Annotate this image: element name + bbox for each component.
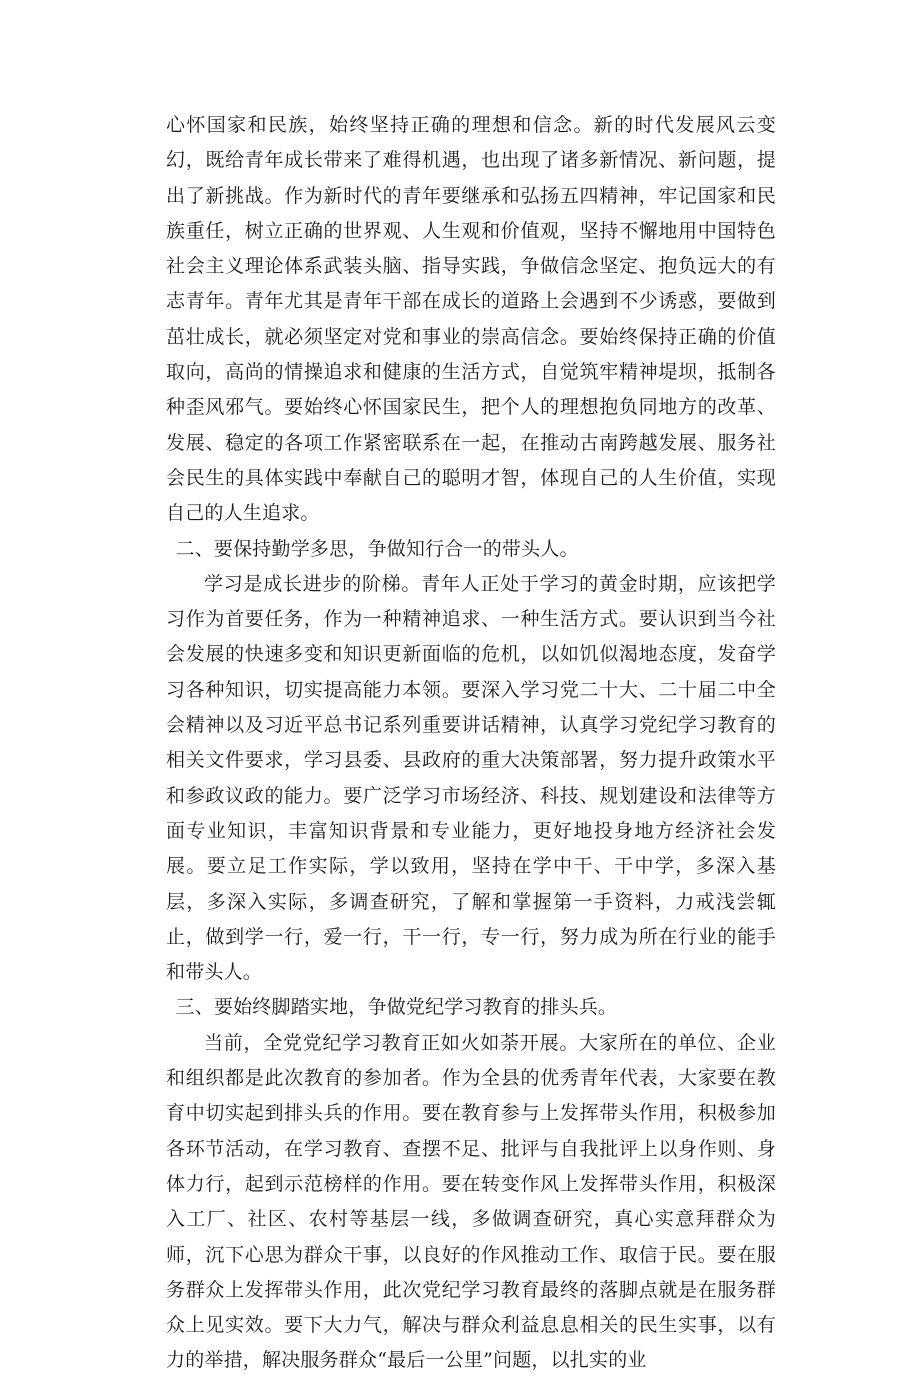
paragraph-continuation: 心怀国家和民族，始终坚持正确的理想和信念。新的时代发展风云变幻，既给青年成长带来了难得机遇，也出现了诸多新情况、新问题，提出了新挑战。作为新时代的青年要继承和弘扬五四精神，牢记国家和民族重任，树立正确的世界观、人生观和价值观，坚持不懈地用中国特色社会主义理论体系武装头脑、指导实践，争做信念坚定、抱负远大的有志青年。青年尤其是青年干部在成长的道路上会遇到不少诱惑，要做到茁壮成长，就必须坚定对党和事业的崇高信念。要始终保持正确的价值取向，高尚的情操追求和健康的生活方式，自觉筑牢精神堤坝，抵制各种歪风邪气。要始终心怀国家民生，把个人的理想抱负同地方的改革、发展、稳定的各项工作紧密联系在一起，在推动古南跨越发展、服务社会民生的具体实践中奉献自己的聪明才智，体现自己的人生价值，实现自己的人生追求。 bbox=[166, 114, 776, 525]
paragraph-discipline-education: 当前，全党党纪学习教育正如火如荼开展。大家所在的单位、企业和组织都是此次教育的参加者。作为全县的优秀青年代表，大家要在教育中切实起到排头兵的作用。要在教育参与上发挥带头作用，积极参加各环节活动，在学习教育、查摆不足、批评与自我批评上以身作则、身体力行，起到示范榜样的作用。要在转变作风上发挥带头作用，积极深入工厂、社区、农村等基层一线，多做调查研究，真心实意拜群众为师，沉下心思为群众干事，以良好的作风推动工作、取信于民。要在服务群众上发挥带头作用，此次党纪学习教育最终的落脚点就是在服务群众上见实效。要下大力气，解决与群众利益息息相关的民生实事，以有力的举措，解决服务群众“最后一公里”问题，以扎实的业 bbox=[166, 1031, 776, 1372]
document-body bbox=[166, 108, 776, 1379]
section-heading-2: 二、要保持勤学多思，争做知行合一的带头人。 bbox=[175, 537, 579, 560]
section-heading-3: 三、要始终脚踏实地，争做党纪学习教育的排头兵。 bbox=[175, 996, 618, 1019]
paragraph-study: 学习是成长进步的阶梯。青年人正处于学习的黄金时期，应该把学习作为首要任务，作为一种精神追求、一种生活方式。要认识到当今社会发展的快速多变和知识更新面临的危机，以如饥似渴地态度，发奋学习各种知识，切实提高能力本领。要深入学习党二十大、二十届二中全会精神以及习近平总书记系列重要讲话精神，认真学习党纪学习教育的相关文件要求，学习县委、县政府的重大决策部署，努力提升政策水平和参政议政的能力。要广泛学习市场经济、科技、规划建设和法律等方面专业知识，丰富知识背景和专业能力，更好地投身地方经济社会发展。要立足工作实际，学以致用，坚持在学中干、干中学，多深入基层，多深入实际，多调查研究，了解和掌握第一手资料，力戒浅尝辄止，做到学一行，爱一行，干一行，专一行，努力成为所在行业的能手和带头人。 bbox=[166, 572, 776, 984]
